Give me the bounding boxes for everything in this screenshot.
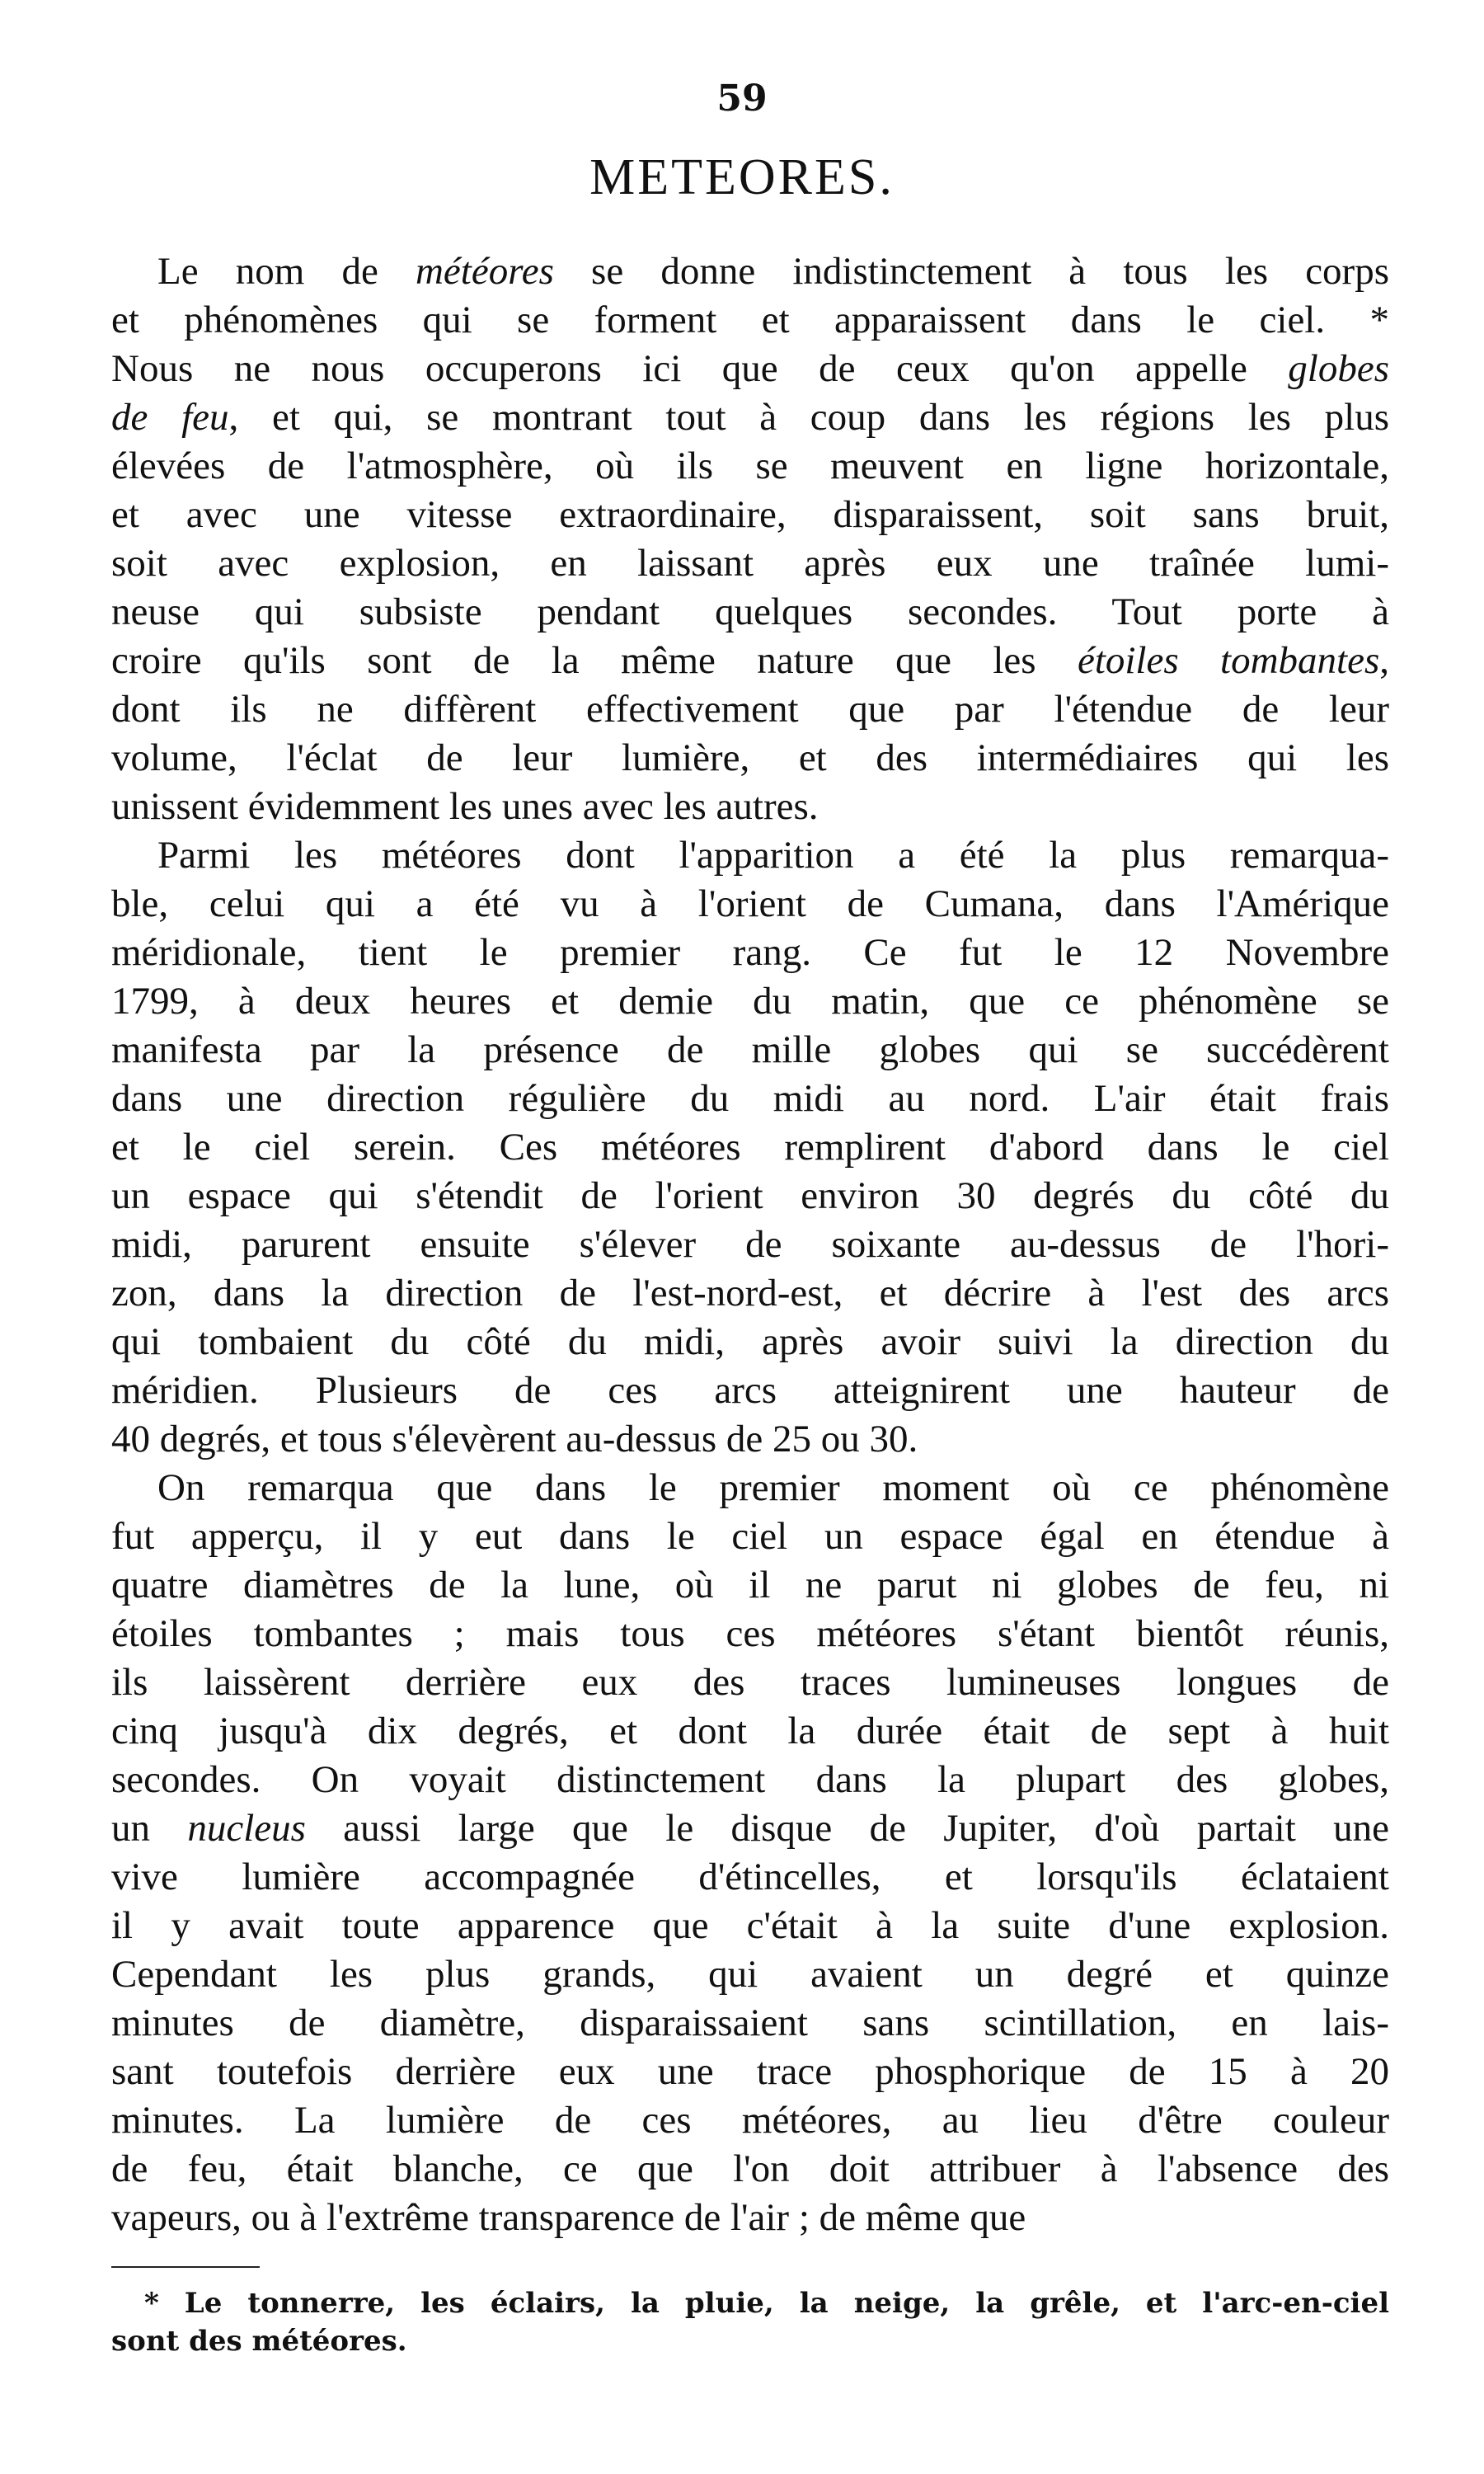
paragraph-line <box>111 1026 1389 1075</box>
text-run: * Le tonnerre, les éclairs, la pluie, la neige, la grêle, et l'arc-en-ciel <box>144 2287 1389 2320</box>
paragraph-line <box>111 1707 1389 1756</box>
paragraph <box>111 247 1389 831</box>
paragraph-line <box>111 637 1389 685</box>
paragraph <box>111 1464 1389 2242</box>
text-run: se donne indistinctement à tous les corps <box>553 250 1389 293</box>
text-run: il y avait toute apparence que c'était à la suite d'une explosion. <box>111 1904 1389 1947</box>
footnote-line <box>111 2322 1389 2360</box>
text-run: zon, dans la direction de l'est-nord-est, et décrire à l'est des arcs <box>111 1272 1389 1315</box>
italic-term: de feu <box>111 396 229 439</box>
paragraph-line <box>111 1561 1389 1610</box>
paragraph-line <box>111 929 1389 977</box>
paragraph-line <box>111 1415 1389 1464</box>
text-run: dont ils ne diffèrent effectivement que par l'étendue de leur <box>111 688 1389 731</box>
text-run: méridionale, tient le premier rang. Ce fut le 12 Novembre <box>111 931 1389 974</box>
text-run: unissent évidemment les unes avec les autres. <box>111 785 819 828</box>
paragraph-line <box>111 345 1389 393</box>
paragraph-line <box>111 393 1389 442</box>
text-run: et le ciel serein. Ces météores remplirent d'abord dans le ciel <box>111 1126 1389 1169</box>
paragraph-line <box>111 1804 1389 1853</box>
text-run: 1799, à deux heures et demie du matin, que ce phénomène se <box>111 980 1389 1023</box>
text-run: secondes. On voyait distinctement dans la plupart des globes, <box>111 1758 1389 1801</box>
paragraph-line <box>111 1221 1389 1269</box>
text-run: Cependant les plus grands, qui avaient un degré et quinze <box>111 1953 1389 1996</box>
chapter-title: METEORES. <box>589 149 895 205</box>
paragraph-line <box>111 1512 1389 1561</box>
text-run: cinq jusqu'à dix degrés, et dont la durée était de sept à huit <box>111 1710 1389 1752</box>
text-run: manifesta par la présence de mille globes qui se succédèrent <box>111 1028 1389 1071</box>
paragraph-line <box>111 2096 1389 2145</box>
text-run: et avec une vitesse extraordinaire, disparaissent, soit sans bruit, <box>111 493 1389 536</box>
text-run: qui tombaient du côté du midi, après avoir suivi la direction du <box>111 1320 1389 1363</box>
paragraph-line <box>111 880 1389 929</box>
text-run: vive lumière accompagnée d'étincelles, et lorsqu'ils éclataient <box>111 1856 1389 1898</box>
italic-term: météores <box>415 250 554 293</box>
text-run: Parmi les météores dont l'apparition a été la plus remarqua- <box>157 834 1389 877</box>
paragraph-line <box>111 247 1389 296</box>
text-run: , <box>1379 639 1389 682</box>
text-run: élevées de l'atmosphère, où ils se meuvent en ligne horizontale, <box>111 444 1389 487</box>
paragraph-line <box>111 1318 1389 1366</box>
text-run: minutes de diamètre, disparaissaient sans scintillation, en lais- <box>111 2001 1389 2044</box>
text-run: un espace qui s'étendit de l'orient environ 30 degrés du côté du <box>111 1174 1389 1217</box>
paragraph-line <box>111 588 1389 637</box>
text-run: un <box>111 1807 188 1850</box>
text-run: midi, parurent ensuite s'élever de soixante au-dessus de l'hori- <box>111 1223 1389 1266</box>
text-run: aussi large que le disque de Jupiter, d'où partait une <box>305 1807 1389 1850</box>
paragraph-line <box>111 1950 1389 1999</box>
italic-term: globes <box>1288 347 1389 390</box>
page-number: 59 <box>716 78 768 120</box>
paragraph-line <box>111 685 1389 734</box>
paragraph-line <box>111 1853 1389 1902</box>
paragraph <box>111 831 1389 1464</box>
paragraph-line <box>111 1658 1389 1707</box>
text-run: On remarqua que dans le premier moment où ce phénomène <box>157 1466 1389 1509</box>
text-run: minutes. La lumière de ces météores, au lieu d'être couleur <box>111 2099 1389 2142</box>
paragraph-line <box>111 1902 1389 1950</box>
italic-term: nucleus <box>187 1807 306 1850</box>
text-run: fut apperçu, il y eut dans le ciel un espace égal en étendue à <box>111 1515 1389 1558</box>
text-run: Nous ne nous occuperons ici que de ceux qu'on appelle <box>111 347 1289 390</box>
paragraph-line <box>111 539 1389 588</box>
paragraph-line <box>111 1172 1389 1221</box>
paragraph-line <box>111 2145 1389 2194</box>
text-run: ils laissèrent derrière eux des traces lumineuses longues de <box>111 1661 1389 1704</box>
paragraph-line <box>111 831 1389 880</box>
paragraph-line <box>111 2048 1389 2096</box>
paragraph-line <box>111 1366 1389 1415</box>
paragraph-line <box>111 442 1389 491</box>
text-run: croire qu'ils sont de la même nature que les <box>111 639 1078 682</box>
text-run: quatre diamètres de la lune, où il ne parut ni globes de feu, ni <box>111 1564 1389 1606</box>
text-run: neuse qui subsiste pendant quelques secondes. Tout porte à <box>111 590 1389 633</box>
italic-term: étoiles tombantes <box>1077 639 1380 682</box>
text-run: vapeurs, ou à l'extrême transparence de l'air ; de même que <box>111 2196 1026 2239</box>
text-run: méridien. Plusieurs de ces arcs atteignirent une hauteur de <box>111 1369 1389 1412</box>
body-text <box>111 247 1389 2242</box>
paragraph-line <box>111 1075 1389 1123</box>
text-run: volume, l'éclat de leur lumière, et des intermédiaires qui les <box>111 736 1389 779</box>
text-run: , et qui, se montrant tout à coup dans les régions les plus <box>228 396 1389 439</box>
paragraph-container <box>111 247 1389 2242</box>
paragraph-line <box>111 491 1389 539</box>
footnote-divider <box>111 2266 260 2268</box>
paragraph-line <box>111 1999 1389 2048</box>
paragraph-line <box>111 977 1389 1026</box>
paragraph-line <box>111 296 1389 345</box>
footnote-line <box>111 2284 1389 2322</box>
text-run: soit avec explosion, en laissant après eux une traînée lumi- <box>111 542 1389 585</box>
text-run: sant toutefois derrière eux une trace phosphorique de 15 à 20 <box>111 2050 1389 2093</box>
paragraph-line <box>111 1123 1389 1172</box>
text-run: et phénomènes qui se forment et apparaissent dans le ciel. * <box>111 299 1389 341</box>
paragraph-line <box>111 734 1389 783</box>
paragraph-line <box>111 1464 1389 1512</box>
paragraph-line <box>111 1756 1389 1804</box>
text-run: 40 degrés, et tous s'élevèrent au-dessus de 25 ou 30. <box>111 1418 918 1460</box>
text-run: Le nom de <box>157 250 416 293</box>
footnote <box>111 2284 1389 2360</box>
text-run: de feu, était blanche, ce que l'on doit attribuer à l'absence des <box>111 2147 1389 2190</box>
text-run: dans une direction régulière du midi au nord. L'air était frais <box>111 1077 1389 1120</box>
text-run: sont des météores. <box>111 2325 407 2358</box>
paragraph-line <box>111 2194 1389 2242</box>
paragraph-line <box>111 783 1389 831</box>
text-run: ble, celui qui a été vu à l'orient de Cumana, dans l'Amérique <box>111 882 1389 925</box>
text-run: étoiles tombantes ; mais tous ces météores s'étant bientôt réunis, <box>111 1612 1389 1655</box>
paragraph-line <box>111 1610 1389 1658</box>
paragraph-line <box>111 1269 1389 1318</box>
